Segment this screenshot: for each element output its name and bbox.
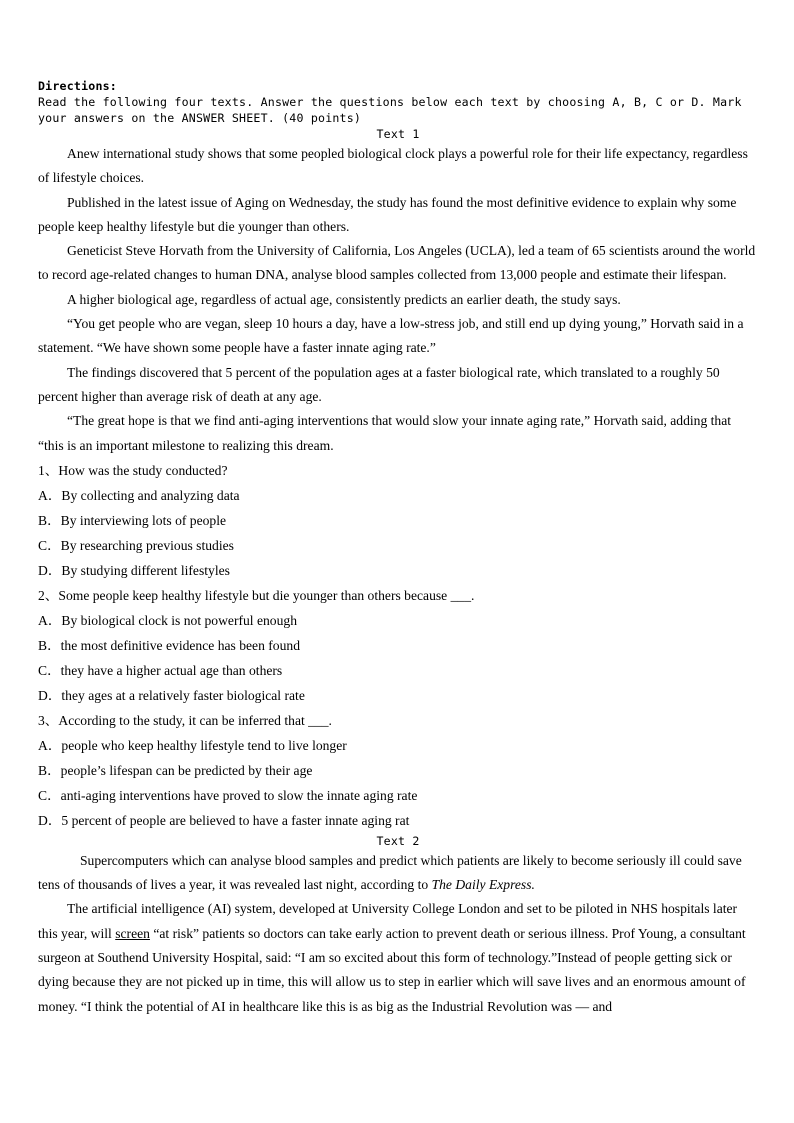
text-1-title: Text 1 [376,127,420,141]
text-2-paragraph [38,849,758,898]
question-1-stem: 1、How was the study conducted? [38,462,228,478]
text-2-passage [38,849,758,1019]
question-1-option-b[interactable]: B．By interviewing lots of people [38,512,227,528]
question-2-option-a[interactable]: A．By biological clock is not powerful enough [38,612,297,628]
text-1-paragraph: The findings discovered that 5 percent of the population ages at a faster biological rate, which translated to a roughly 50 percent higher than average risk of death at any age. [38,364,720,404]
question-2-option-c[interactable]: C．they have a higher actual age than others [38,662,283,678]
text-1-questions [38,458,758,833]
text-2-paragraph-2-rest: “at risk” patients so doctors can take early action to prevent death or serious illness. Prof Young, a consultant surgeon at Southend University Hospital, said: “I am so excited about this form of technology.”Instead of people getting sick or dying because they are not picked up in time, this will allow us to step in earlier which will save lives and an enormous amount of money. “I think the potential of AI in healthcare like this is as big as the Industrial Revolution was — and [38,925,746,1014]
question-2-option-d[interactable]: D．they ages at a relatively faster biological rate [38,687,305,703]
directions-title: Directions: [38,79,117,93]
question-1-option-d[interactable]: D．By studying different lifestyles [38,562,230,578]
question-3-option-d[interactable]: D．5 percent of people are believed to have a faster innate aging rat [38,812,410,828]
text-2-paragraph-2-start: The artificial intelligence (AI) system, developed at University College London and set to be piloted in NHS hospitals later this year, will [38,901,738,941]
text-1-paragraph: “You get people who are vegan, sleep 10 hours a day, have a low-stress job, and still end up dying young,” Horvath said in a statement. “We have shown some people have a faster innate aging rate.” [38,316,744,356]
text-1-paragraph: Geneticist Steve Horvath from the University of California, Los Angeles (UCLA), led a team of 65 scientists around the world to record age-related changes to human DNA, analyse blood samples collected from 13,000 people and estimate their lifespan. [38,243,756,283]
question-2-option-b[interactable]: B．the most definitive evidence has been found [38,637,300,653]
text-2-paragraph-1-main: Supercomputers which can analyse blood samples and predict which patients are likely to become seriously ill could save tens of thousands of lives a year, it was revealed last night, according to [38,852,742,893]
text-1-paragraph: Published in the latest issue of Aging on Wednesday, the study has found the most definitive evidence to explain why some people keep healthy lifestyle but die younger than others. [38,194,737,234]
text-1-paragraph: Anew international study shows that some peopled biological clock plays a powerful role for their life expectancy, regardless of lifestyle choices. [38,146,748,186]
question-3-stem: 3、According to the study, it can be inferred that ___. [38,712,332,728]
question-3-option-c[interactable]: C．anti-aging interventions have proved to slow the innate aging rate [38,787,418,803]
text-2-title: Text 2 [376,833,420,848]
directions-line-1: Read the following four texts. Answer the questions below each text by choosing A, B, C or D. Mark [38,95,742,109]
directions-block [38,78,758,126]
question-1-option-a[interactable]: A．By collecting and analyzing data [38,487,240,503]
question-1-option-c[interactable]: C．By researching previous studies [38,537,234,553]
text-1-paragraph: A higher biological age, regardless of actual age, consistently predicts an earlier death, the study says. [67,291,621,307]
text-1-paragraph: “The great hope is that we find anti-aging interventions that would slow your innate aging rate,” Horvath said, adding that “this is an important milestone to realizing this dream. [38,413,732,453]
text-2-paragraph [38,897,758,1018]
question-2-stem: 2、Some people keep healthy lifestyle but die younger than others because ___. [38,587,475,603]
source-publication: The Daily Express. [431,877,535,893]
question-3-option-a[interactable]: A．people who keep healthy lifestyle tend to live longer [38,737,347,753]
directions-line-2: your answers on the ANSWER SHEET. (40 points) [38,111,362,125]
question-3-option-b[interactable]: B．people’s lifespan can be predicted by their age [38,762,313,778]
underlined-word: screen [115,925,150,941]
text-1-passage [38,142,758,458]
exam-page [38,78,758,1019]
